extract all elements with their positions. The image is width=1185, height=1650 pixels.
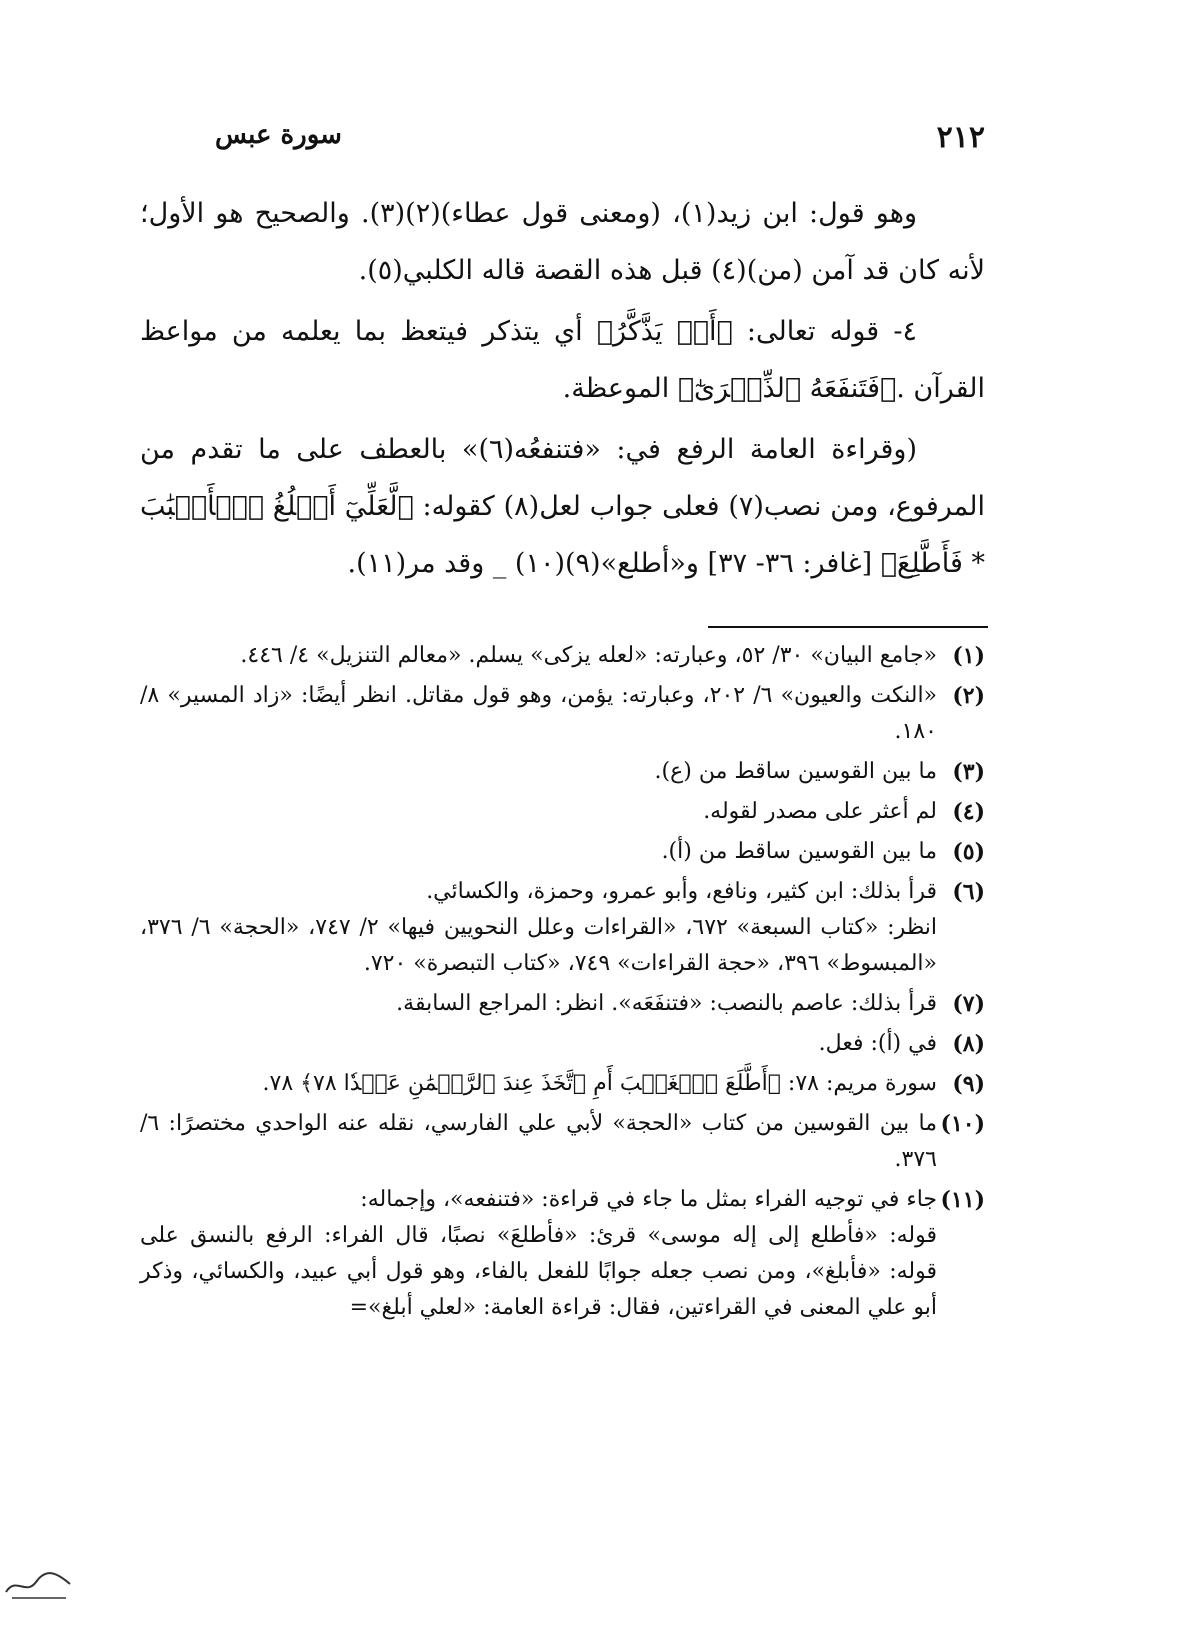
footnote-text: «جامع البيان» ٣٠/ ٥٢، وعبارته: «لعله يزكى» يسلم. «معالم التنزيل» ٤/ ٤٤٦. bbox=[240, 643, 937, 668]
footnote-number: (٣) bbox=[952, 759, 985, 785]
footnote bbox=[140, 1182, 985, 1326]
footnote bbox=[140, 1066, 985, 1102]
main-paragraph: وهو قول: ابن زيد(١)، (ومعنى قول عطاء)(٢)(٣). والصحيح هو الأول؛ لأنه كان قد آمن (من)(٤) قبل هذه القصة قاله الكلبي(٥). bbox=[140, 198, 985, 286]
page-number: ٢١٢ bbox=[936, 120, 985, 155]
footnote bbox=[140, 834, 985, 870]
footnote bbox=[140, 1106, 985, 1178]
footnote-text: انظر: «كتاب السبعة» ٦٧٢، «القراءات وعلل النحويين فيها» ٢/ ٧٤٧، «الحجة» ٦/ ٣٧٦، «المبسوط» ٣٩٦، «حجة القراءات» ٧٤٩، «كتاب التبصرة» ٧٢٠. bbox=[140, 915, 938, 976]
main-paragraph: ٤- قوله تعالى: ﴿أَوۡ يَذَّكَّرُ﴾ أي يتذكر فيتعظ بما يعلمه من مواعظ القرآن .﴿فَتَنفَعَهُ ٱلذِّكۡرَىٰٓ﴾ الموعظة. bbox=[140, 316, 985, 404]
footnote bbox=[140, 678, 985, 750]
footnote bbox=[140, 794, 985, 830]
footnote-text: لم أعثر على مصدر لقوله. bbox=[703, 799, 937, 824]
footnote bbox=[140, 986, 985, 1022]
footnote-number: (١) bbox=[952, 643, 985, 669]
footnote-number: (٦) bbox=[952, 879, 985, 905]
footnote-text: ما بين القوسين ساقط من (ع). bbox=[654, 759, 937, 784]
footnote-text: جاء في توجيه الفراء بمثل ما جاء في قراءة: «فتنفعه»، وإجماله: bbox=[360, 1187, 937, 1212]
footnote bbox=[140, 638, 985, 674]
footnote-text: «النكت والعيون» ٦/ ٢٠٢، وعبارته: يؤمن، وهو قول مقاتل. انظر أيضًا: «زاد المسير» ٨/ ١٨٠. bbox=[140, 683, 938, 744]
footnote-text: قرأ بذلك: عاصم بالنصب: «فتنفَعَه». انظر: المراجع السابقة. bbox=[396, 991, 937, 1016]
footnote-text: قرأ بذلك: ابن كثير، ونافع، وأبو عمرو، وحمزة، والكسائي. bbox=[426, 879, 937, 904]
footnote bbox=[140, 754, 985, 790]
footnote-number: (٩) bbox=[952, 1071, 985, 1097]
running-header bbox=[200, 110, 985, 160]
footnote-separator bbox=[708, 626, 988, 628]
footnote-text: في (أ): فعل. bbox=[818, 1031, 937, 1056]
footnote-number: (٧) bbox=[952, 991, 985, 1017]
footnotes bbox=[140, 638, 985, 1326]
footnote bbox=[140, 874, 985, 982]
footnote bbox=[140, 1026, 985, 1062]
main-text bbox=[140, 185, 985, 592]
footnote-number: (٤) bbox=[952, 799, 985, 825]
footnote-number: (١١) bbox=[940, 1187, 985, 1213]
footnote-text: قوله: «فأطلع إلى إله موسى» قرئ: «فأطلعَ» نصبًا، قال الفراء: الرفع بالنسق على قوله: «فأبلغ»، ومن نصب جعله جوابًا للفعل بالفاء، وهو قول أبي عبيد، والكسائي، وذكر أبو علي المعنى في القراءتين، فقال: قراءة العامة: «لعلي أبلغ»= bbox=[140, 1223, 937, 1320]
surah-title: سورة عبس bbox=[215, 120, 342, 150]
footnote-number: (٨) bbox=[952, 1031, 985, 1057]
footnote-text: ما بين القوسين من كتاب «الحجة» لأبي علي الفارسي، نقله عنه الواحدي مختصرًا: ٦/ ٣٧٦. bbox=[140, 1111, 937, 1172]
footnote-text: ما بين القوسين ساقط من (أ). bbox=[661, 839, 937, 864]
watermark-logo bbox=[0, 1552, 78, 1610]
footnote-number: (٥) bbox=[952, 839, 985, 865]
footnote-number: (٢) bbox=[952, 683, 985, 709]
footnote-text: سورة مريم: ٧٨: ﴿أَطَّلَعَ ٱلۡغَيۡبَ أَمِ ٱتَّخَذَ عِندَ ٱلرَّحۡمَٰنِ عَهۡدٗا ٧٨﴾ ٧٨. bbox=[262, 1071, 937, 1096]
main-paragraph: (وقراءة العامة الرفع في: «فتنفعُه(٦)» بالعطف على ما تقدم من المرفوع، ومن نصب(٧) فعلى جواب لعل(٨) كقوله: ﴿لَّعَلِّيٓ أَبۡلُغُ ٱلۡأَسۡبَٰبَ * فَأَطَّلِعَ﴾ [غافر: ٣٦- ٣٧] و«أطلع»(٩)(١٠) _ وقد مر(١١). bbox=[140, 434, 986, 579]
footnote-number: (١٠) bbox=[940, 1111, 985, 1137]
